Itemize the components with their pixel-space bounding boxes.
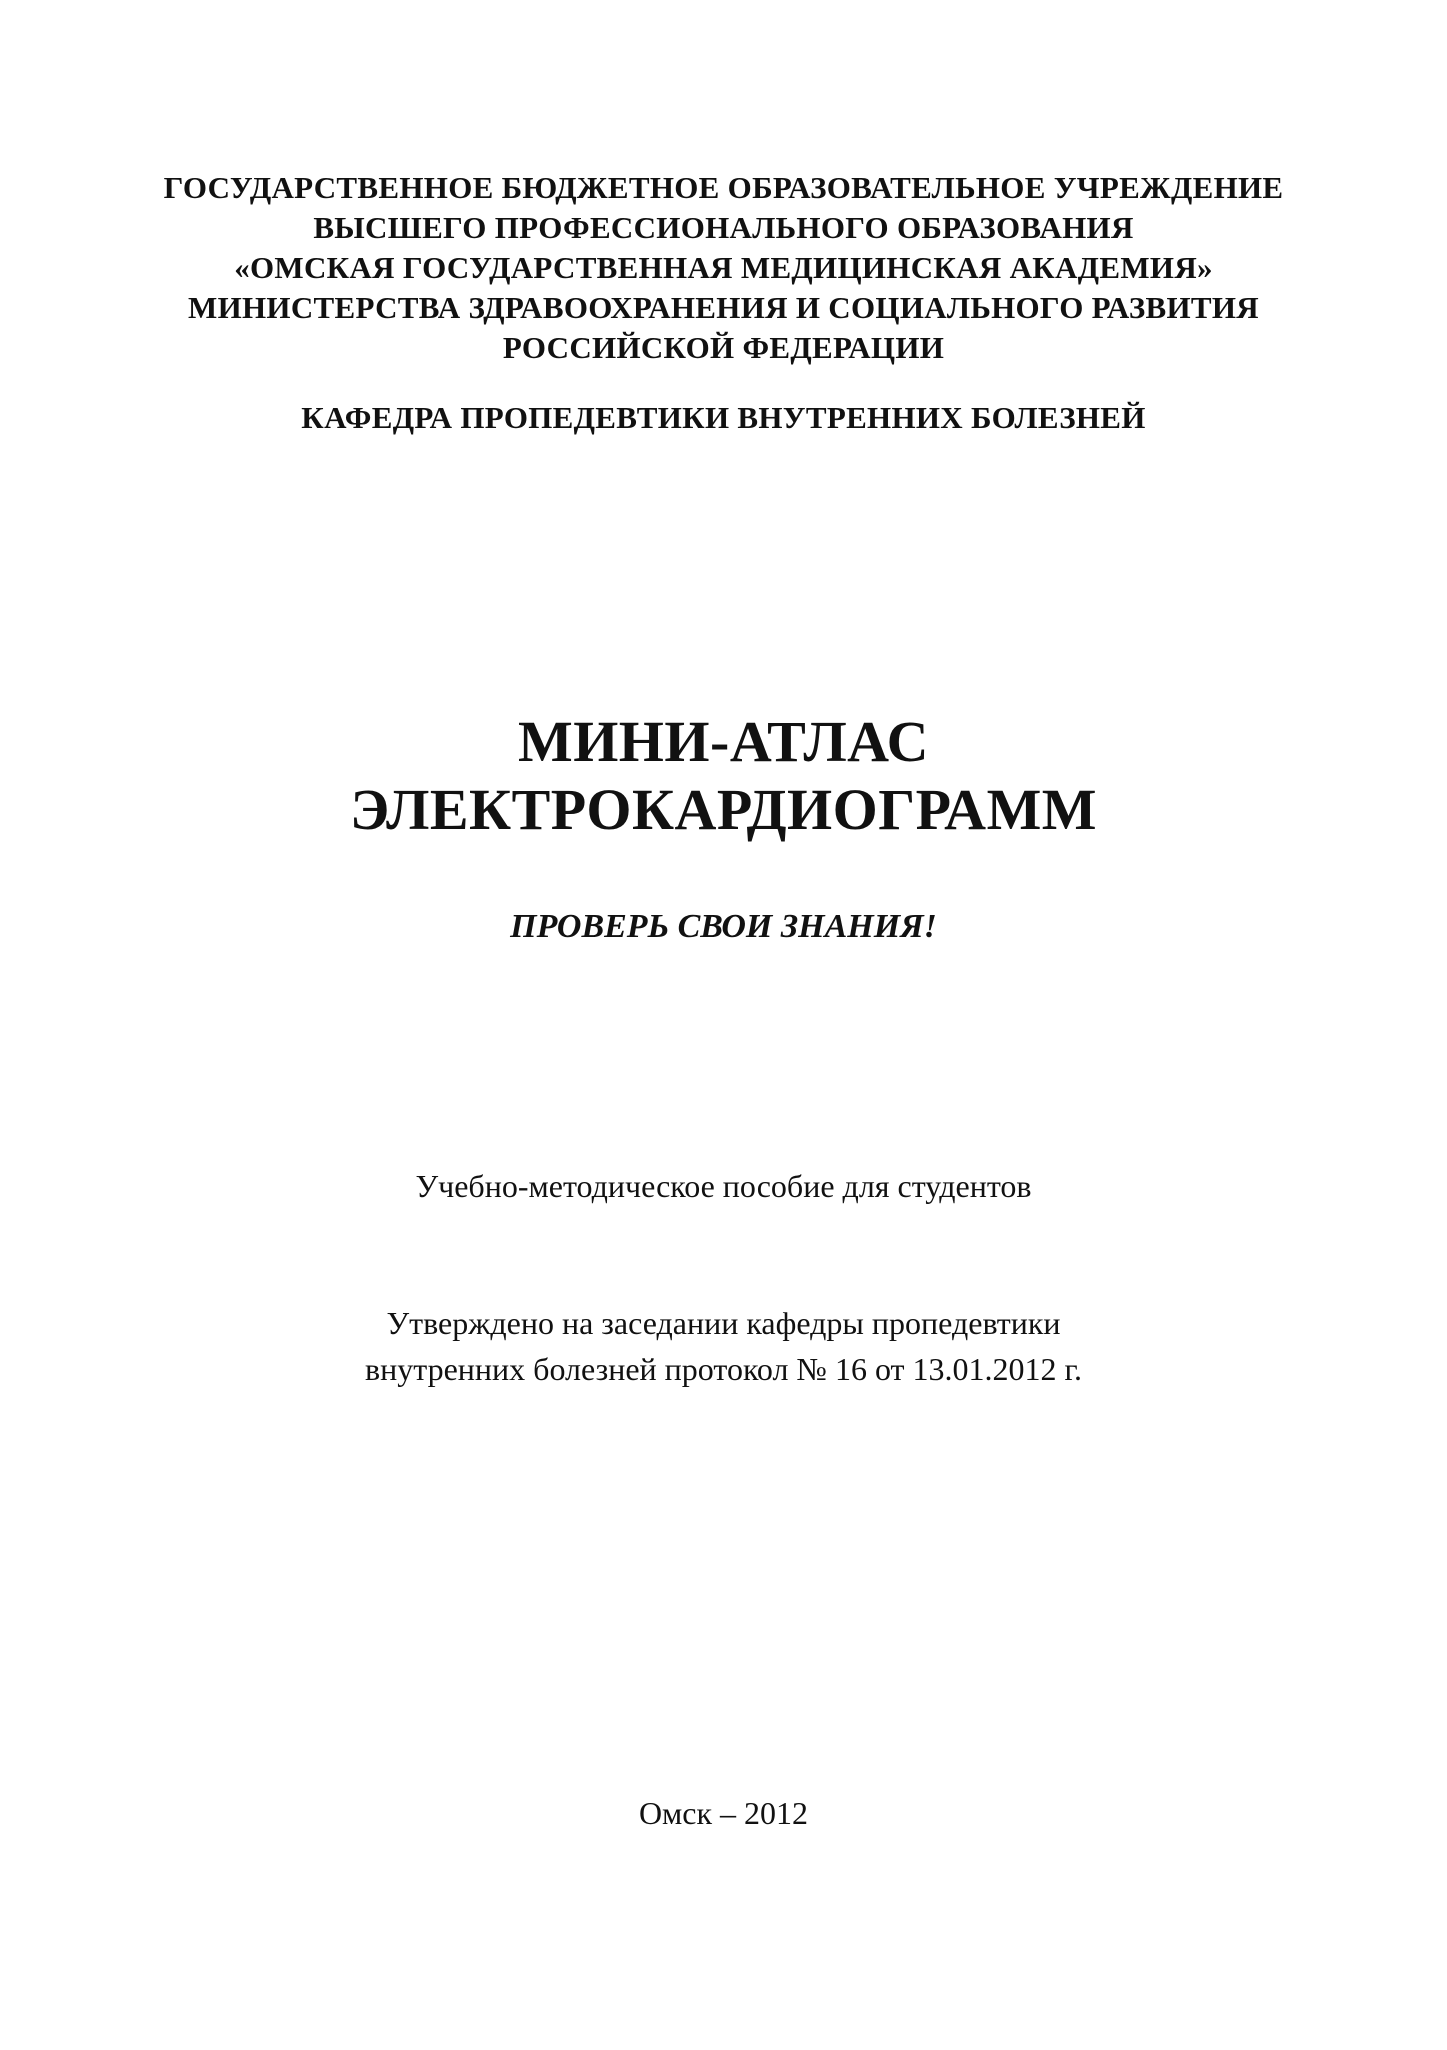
document-subtitle: ПРОВЕРЬ СВОИ ЗНАНИЯ! bbox=[510, 908, 937, 945]
institution-line: ГОСУДАРСТВЕННОЕ БЮДЖЕТНОЕ ОБРАЗОВАТЕЛЬНОЕ УЧРЕЖДЕНИЕ bbox=[163, 170, 1284, 205]
place-year: Омск – 2012 bbox=[638, 1795, 809, 1831]
approval-line: внутренних болезней протокол № 16 от 13.01.2012 г. bbox=[364, 1351, 1083, 1387]
title-line: МИНИ-АТЛАС bbox=[517, 709, 930, 774]
institution-line: РОССИЙСКОЙ ФЕДЕРАЦИИ bbox=[502, 330, 945, 365]
institution-line: МИНИСТЕРСТВА ЗДРАВООХРАНЕНИЯ И СОЦИАЛЬНОГО РАЗВИТИЯ bbox=[188, 290, 1259, 325]
title-line: ЭЛЕКТРОКАРДИОГРАММ bbox=[349, 777, 1098, 842]
approval-line: Утверждено на заседании кафедры пропедевтики bbox=[386, 1305, 1061, 1341]
institution-header bbox=[0, 168, 1447, 368]
document-type: Учебно-методическое пособие для студентов bbox=[415, 1168, 1032, 1204]
institution-line: ВЫСШЕГО ПРОФЕССИОНАЛЬНОГО ОБРАЗОВАНИЯ bbox=[313, 210, 1134, 245]
institution-line: «ОМСКАЯ ГОСУДАРСТВЕННАЯ МЕДИЦИНСКАЯ АКАДЕМИЯ» bbox=[234, 250, 1213, 285]
department-name: КАФЕДРА ПРОПЕДЕВТИКИ ВНУТРЕННИХ БОЛЕЗНЕЙ bbox=[301, 400, 1146, 435]
approval-note bbox=[0, 1300, 1447, 1392]
document-title bbox=[0, 708, 1447, 844]
